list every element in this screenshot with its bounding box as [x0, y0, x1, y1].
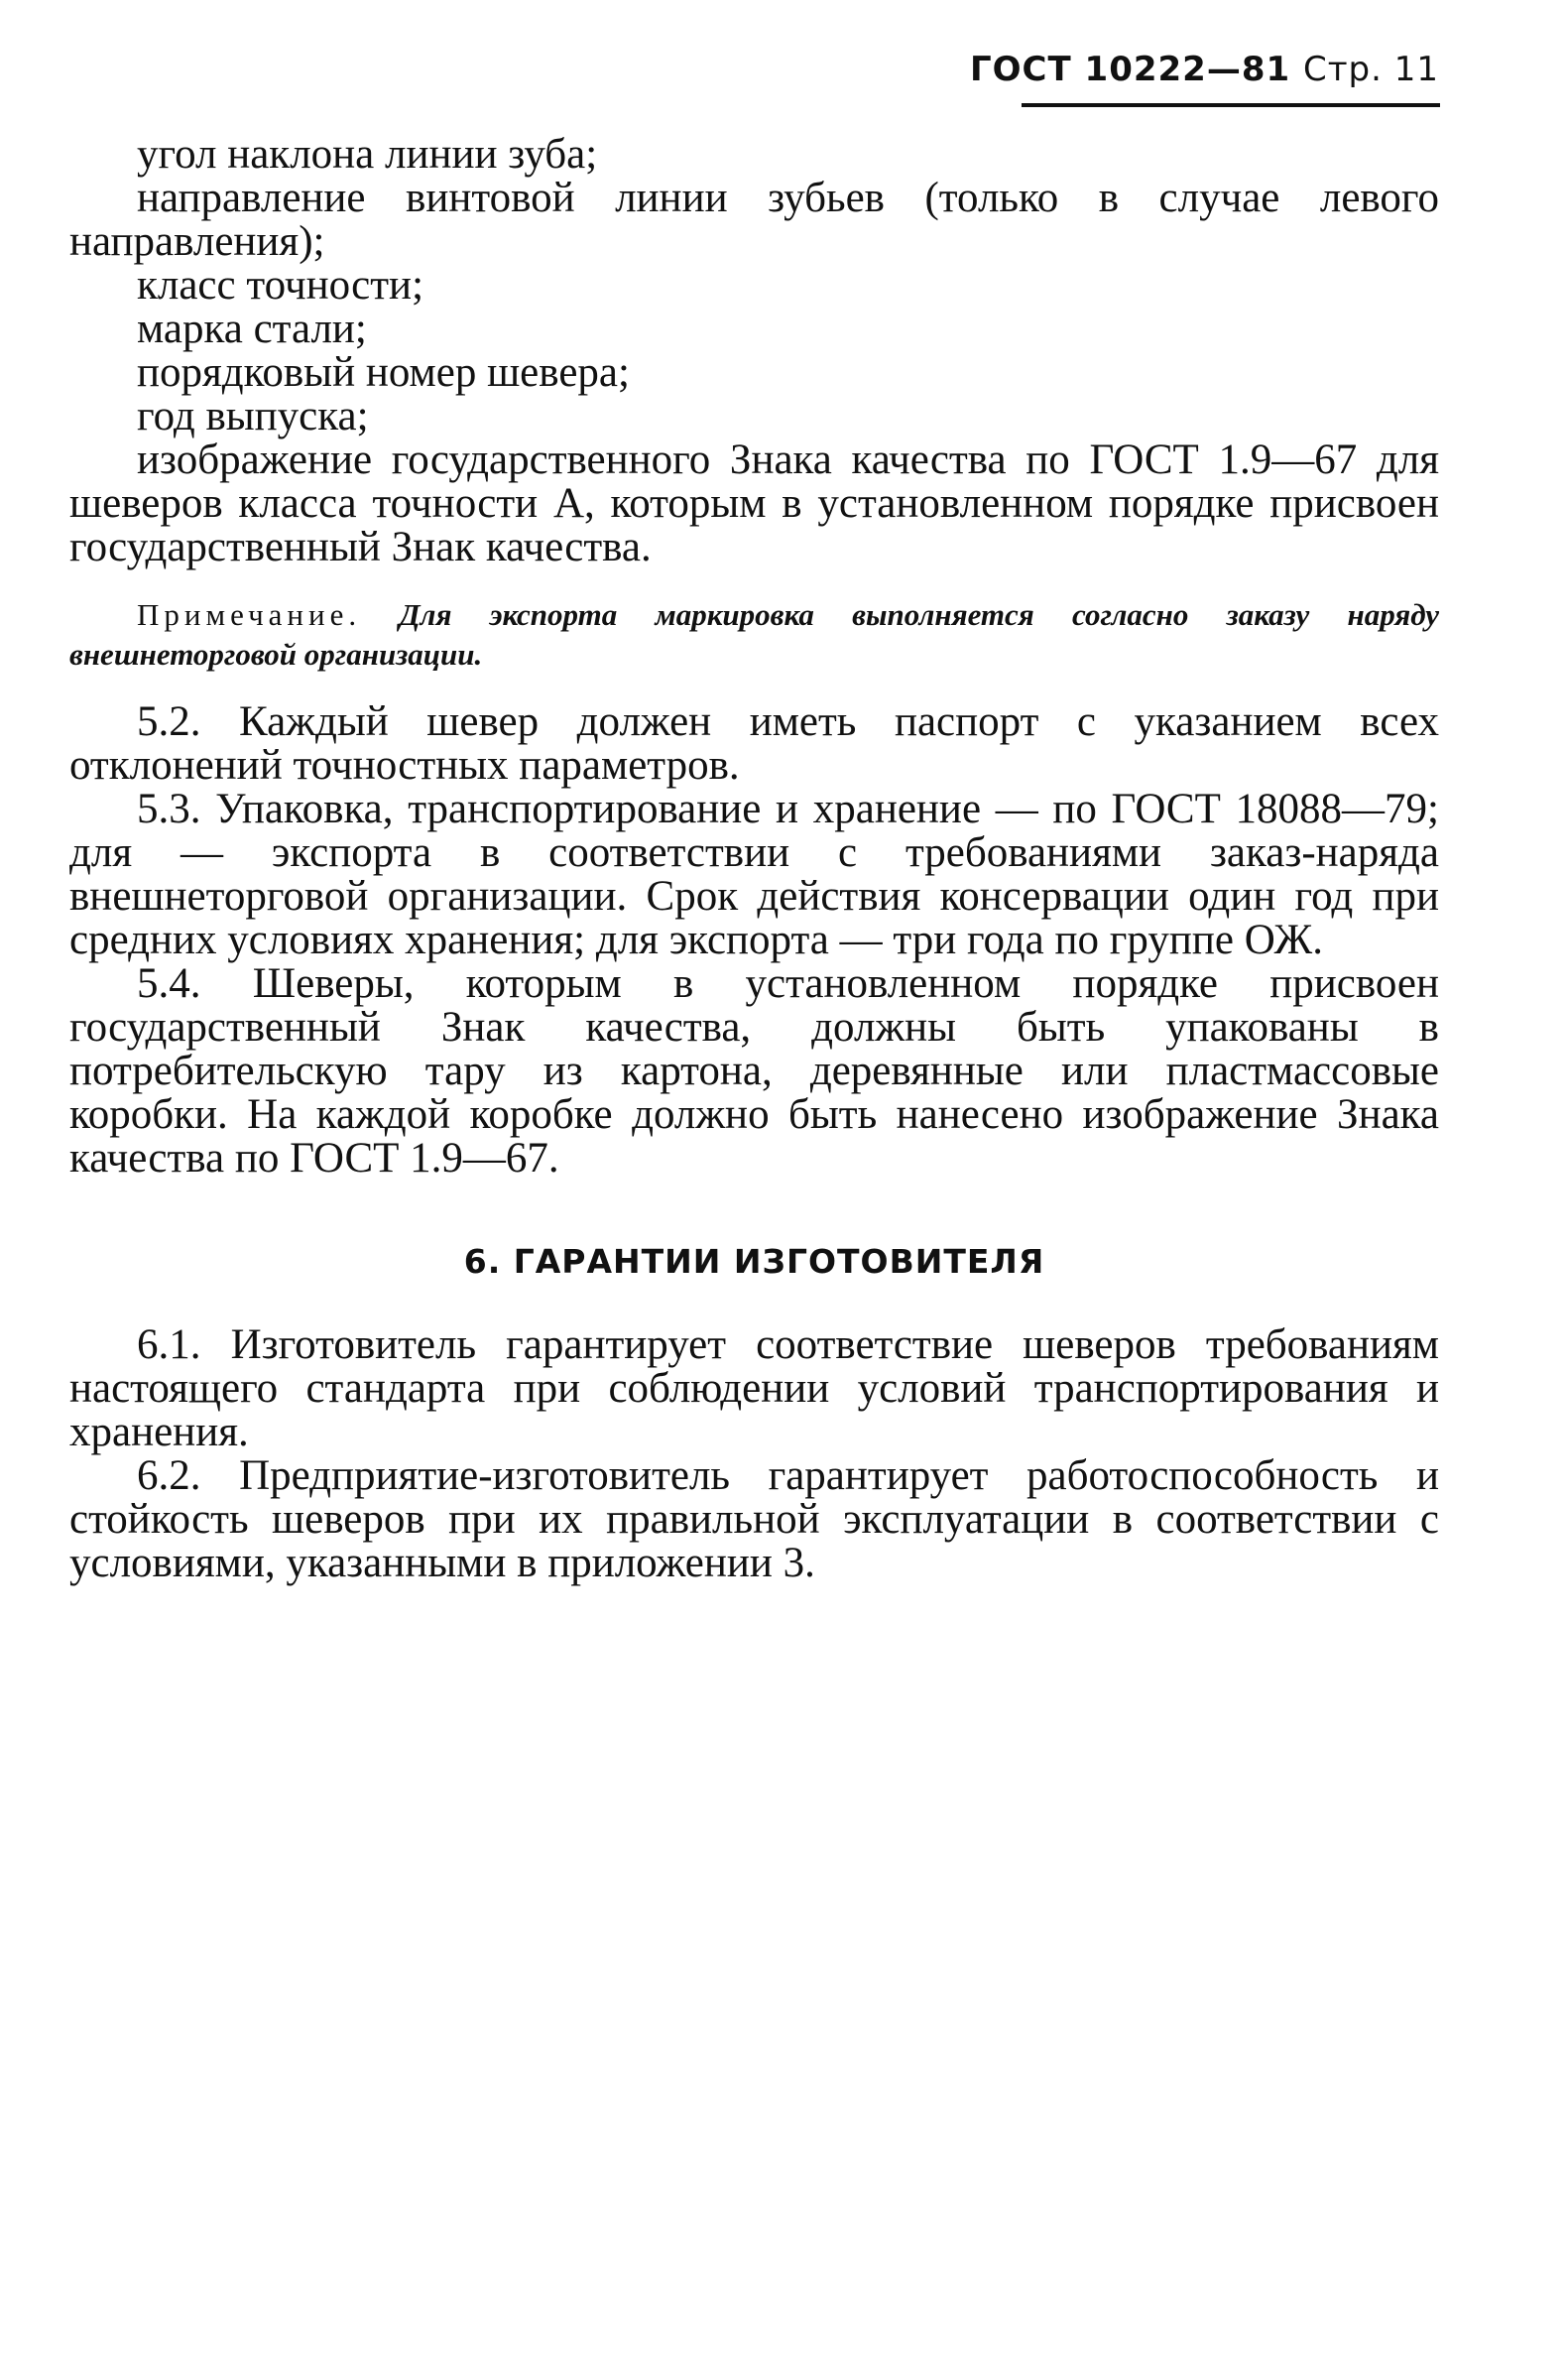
paragraph-6-1: 6.1. Изготовитель гарантирует соответствие шеверов требованиям настоящего стандарта при соблюдении условий транспортирования и хранения.: [69, 1321, 1439, 1455]
note-label: Примечание.: [137, 597, 362, 632]
list-item-quality-mark: изображение государственного Знака качества по ГОСТ 1.9—67 для шеверов класса точности А, которым в установленном порядке присвоен государственный Знак качества.: [69, 437, 1439, 570]
page-header: [970, 50, 1439, 89]
paragraph-5-2: 5.2. Каждый шевер должен иметь паспорт с указанием всех отклонений точностных параметров.: [69, 698, 1439, 789]
page-number: Стр. 11: [1302, 50, 1439, 89]
list-item-helix-direction: направление винтовой линии зубьев (только в случае левого направления);: [69, 175, 1439, 265]
note-text: Для экспорта маркировка выполняется согласно заказу наряду внешнеторговой организации.: [69, 597, 1440, 672]
header-rule: [1022, 103, 1440, 107]
paragraph-5-4: 5.4. Шеверы, которым в установленном порядке присвоен государственный Знак качества, должны быть упакованы в потребительскую тару из картона, деревянные или пластмассовые коробки. На каждой коробке должно быть нанесено изображение Знака качества по ГОСТ 1.9—67.: [69, 960, 1439, 1182]
standard-number: ГОСТ 10222—81: [969, 50, 1291, 89]
section-heading-6: 6. ГАРАНТИИ ИЗГОТОВИТЕЛЯ: [463, 1242, 1045, 1281]
list-item-steel-grade: марка стали;: [137, 306, 367, 352]
list-item-year: год выпуска;: [137, 393, 369, 439]
note: [69, 595, 1439, 675]
document-body: [69, 133, 1439, 1585]
list-item-accuracy-class: класс точности;: [137, 262, 424, 309]
list-item-serial-number: порядковый номер шевера;: [137, 349, 630, 396]
paragraph-6-2: 6.2. Предприятие-изготовитель гарантирует работоспособность и стойкость шеверов при их правильной эксплуатации в соответствии с условиями, указанными в приложении 3.: [69, 1452, 1439, 1586]
list-item-tooth-angle: угол наклона линии зуба;: [137, 131, 598, 178]
paragraph-5-3: 5.3. Упаковка, транспортирование и хранение — по ГОСТ 18088—79; для — экспорта в соответствии с требованиями заказ-наряда внешнеторговой организации. Срок действия консервации один год при средних условиях хранения; для экспорта — три года по группе ОЖ.: [69, 786, 1439, 963]
